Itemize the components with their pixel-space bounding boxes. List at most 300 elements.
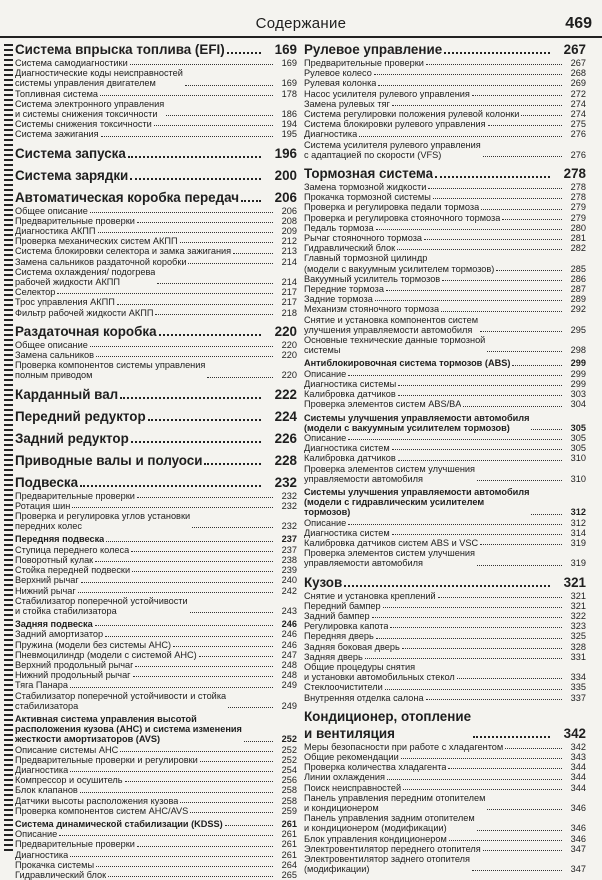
dot-leader (131, 441, 261, 443)
dot-leader (130, 178, 261, 180)
toc-entry (15, 246, 297, 256)
dot-leader (108, 876, 273, 877)
toc-entry (304, 548, 586, 568)
toc-entry-title: Системы снижения токсичности (15, 119, 152, 130)
toc-entry (304, 109, 586, 119)
toc-entry-title: Предварительные проверки (15, 215, 135, 226)
toc-entry-page: 319 (570, 537, 586, 548)
toc-entry (304, 762, 586, 772)
dot-leader (207, 377, 273, 378)
toc-entry-title: Проверка и регулировка стояночного тормоза (304, 212, 501, 223)
toc-entry-page: 342 (570, 741, 586, 752)
dot-leader (463, 406, 562, 407)
toc-entry-title: Линии охлаждения (304, 772, 385, 783)
toc-entry (304, 129, 586, 139)
toc-section-heading (15, 145, 297, 162)
toc-entry-title: Система запуска (15, 145, 126, 161)
toc-entry-title: Рычаг стояночного тормоза (304, 233, 423, 244)
toc-entry (304, 253, 586, 273)
toc-entry-title: Замена рулевых тяг (304, 98, 390, 109)
toc-entry-page: 218 (281, 307, 297, 318)
dot-leader (190, 812, 273, 813)
toc-entry-page: 248 (281, 659, 297, 670)
toc-entry-title: Проверка количества хладагента (304, 762, 447, 773)
dot-leader (359, 136, 562, 137)
toc-entry-page: 299 (570, 358, 586, 369)
toc-entry (304, 389, 586, 399)
toc-entry-page: 249 (281, 680, 297, 691)
dot-leader (401, 758, 562, 759)
toc-entry-page: 237 (281, 544, 297, 555)
toc-entry-page: 220 (281, 339, 297, 350)
toc-entry (15, 860, 297, 870)
toc-entry (15, 629, 297, 639)
toc-entry-page: 322 (570, 610, 586, 621)
toc-entry-title: Задний амортизатор (15, 629, 104, 640)
dot-leader (135, 666, 273, 667)
toc-entry (15, 129, 297, 139)
toc-entry-page: 261 (281, 818, 297, 829)
dot-leader (433, 198, 562, 199)
dot-leader (125, 781, 273, 782)
dot-leader (477, 480, 562, 481)
toc-entry-page: 252 (281, 754, 297, 765)
toc-entry-title: Общее описание (15, 339, 88, 350)
toc-entry (304, 631, 586, 641)
toc-entry-page: 232 (274, 474, 297, 490)
toc-entry (304, 243, 586, 253)
toc-entry-page: 217 (281, 297, 297, 308)
dot-leader (512, 365, 562, 366)
dot-leader (90, 212, 273, 213)
dot-leader (131, 551, 273, 552)
toc-entry (15, 68, 297, 88)
toc-entry (304, 834, 586, 844)
dot-leader (441, 311, 562, 312)
toc-entry (15, 870, 297, 880)
toc-entry (304, 601, 586, 611)
toc-entry-page: 275 (570, 119, 586, 130)
dot-leader (505, 748, 562, 749)
toc-entry-page: 261 (281, 849, 297, 860)
toc-entry-title: Описание (304, 432, 347, 443)
toc-entry-title: Тормозная система (304, 166, 434, 182)
toc-entry-page: 305 (570, 443, 586, 454)
toc-section-heading (15, 386, 297, 403)
toc-entry-page: 314 (570, 527, 586, 538)
toc-entry-page: 279 (570, 202, 586, 213)
dot-leader (96, 356, 273, 357)
toc-entry-title: Передняя дверь (304, 631, 374, 642)
toc-entry-page: 169 (281, 78, 297, 89)
toc-column-left (15, 41, 297, 880)
dot-leader (483, 850, 562, 851)
dot-leader (487, 351, 562, 352)
toc-entry-title: Прокачка тормозной системы (304, 192, 431, 203)
toc-entry-page: 289 (570, 294, 586, 305)
toc-entry-title: Блок управления кондиционером (304, 833, 447, 844)
toc-entry-page: 237 (281, 534, 297, 545)
dot-leader (157, 283, 273, 284)
toc-entry-title: Карданный вал (15, 386, 119, 402)
toc-entry (15, 829, 297, 839)
toc-entry-title: Калибровка датчиков систем ABS и VSC (304, 537, 479, 548)
toc-entry (15, 565, 297, 575)
toc-section-heading (15, 41, 297, 58)
toc-entry-title: Предварительные проверки (15, 490, 135, 501)
toc-entry-title: Передние тормоза (304, 284, 384, 295)
dot-leader (59, 835, 273, 836)
toc-entry-page: 232 (281, 500, 297, 511)
toc-entry-page: 213 (281, 246, 297, 257)
toc-entry (15, 226, 297, 236)
toc-entry-page: 220 (274, 323, 297, 339)
toc-entry-page: 346 (570, 833, 586, 844)
toc-entry-title: Передний бампер (304, 600, 381, 611)
toc-entry-title: Внутренняя отделка салона (304, 692, 424, 703)
toc-entry (304, 284, 586, 294)
toc-entry (15, 99, 297, 119)
dot-leader (98, 232, 273, 233)
toc-entry-title: Диагностика систем (304, 527, 390, 538)
toc-entry-page: 287 (570, 284, 586, 295)
dot-leader (372, 617, 562, 618)
toc-entry-page: 321 (570, 600, 586, 611)
toc-entry-page: 272 (570, 88, 586, 99)
dot-leader (117, 304, 273, 305)
dot-leader (392, 105, 562, 106)
toc-entry-page: 344 (570, 772, 586, 783)
toc-section-heading (304, 487, 586, 518)
dot-leader (173, 646, 273, 647)
dot-leader (397, 249, 562, 250)
dot-leader (442, 280, 562, 281)
toc-entry-title: Проверка и регулировка педали тормоза (304, 202, 480, 213)
toc-entry-page: 321 (563, 574, 586, 590)
toc-entry-title: Прокачка системы (15, 859, 95, 870)
toc-entry-page: 319 (570, 558, 586, 569)
dot-leader (128, 156, 261, 158)
toc-entry (15, 236, 297, 246)
page-number: 469 (565, 15, 592, 32)
toc-entry-title: Проверка компонентов систем AHC/AVS (15, 805, 189, 816)
toc-entry-title: Снятие и установка компонентов систем улучшения управляемости автомобиля (304, 314, 479, 335)
toc-entry-title: Вакуумный усилитель тормозов (304, 273, 441, 284)
toc-entry-page: 217 (281, 287, 297, 298)
toc-entry-title: Описание (304, 517, 347, 528)
toc-entry-page: 328 (570, 641, 586, 652)
toc-entry-title: Замена сальников (15, 350, 94, 361)
dot-leader (228, 707, 273, 708)
toc-entry-page: 261 (281, 829, 297, 840)
toc-entry-page: 238 (281, 554, 297, 565)
toc-entry-page: 285 (570, 263, 586, 274)
toc-entry-title: Диагностика системы (304, 378, 397, 389)
toc-entry-title: Рулевое колесо (304, 68, 372, 79)
dot-leader (137, 222, 273, 223)
toc-entry (304, 89, 586, 99)
dot-leader (481, 209, 562, 210)
toc-entry-page: 274 (570, 98, 586, 109)
toc-entry-page: 325 (570, 631, 586, 642)
toc-entry (304, 752, 586, 762)
dot-leader (426, 64, 562, 65)
toc-entry-title: Задние тормоза (304, 294, 373, 305)
toc-entry-title: Система охлаждения/ подогрева рабочей жидкости АКПП (15, 266, 156, 288)
toc-entry-title: Электровентилятор переднего отопителя (304, 843, 481, 854)
toc-entry-page: 274 (570, 109, 586, 120)
toc-entry-page: 249 (281, 700, 297, 711)
toc-entry (15, 267, 297, 287)
dot-leader (435, 176, 550, 178)
toc-entry-title: Калибровка датчиков (304, 389, 396, 400)
toc-entry-title: Диагностика (304, 129, 358, 140)
dot-leader (403, 789, 562, 790)
toc-entry-page: 323 (570, 621, 586, 632)
toc-entry-page: 169 (281, 58, 297, 68)
dot-leader (402, 648, 562, 649)
toc-entry-title: Проверка элементов систем улучшения управляемости автомобиля (304, 548, 476, 569)
toc-entry-title: Предварительные проверки (15, 839, 135, 850)
toc-entry (304, 433, 586, 443)
toc-entry-page: 268 (570, 68, 586, 79)
toc-entry-title: Система динамической стабилизации (KDSS) (15, 818, 223, 829)
toc-entry-page: 169 (274, 42, 297, 57)
toc-entry-page: 206 (274, 189, 297, 205)
dot-leader (90, 346, 273, 347)
toc-section-heading (15, 819, 297, 829)
dot-leader (502, 219, 562, 220)
toc-entry-title: Диагностика систем (304, 443, 390, 454)
toc-entry (304, 294, 586, 304)
toc-entry (304, 464, 586, 484)
toc-entry-title: Задний редуктор (15, 430, 129, 446)
toc-entry-page: 256 (281, 775, 297, 786)
toc-entry-title: Передний редуктор (15, 408, 146, 424)
toc-entry-title: Ротация шин (15, 500, 71, 511)
dot-leader (233, 253, 273, 254)
dot-leader (472, 95, 562, 96)
dot-leader (137, 497, 273, 498)
toc-column-right (304, 41, 586, 875)
toc-entry (304, 213, 586, 223)
toc-section-heading (15, 323, 297, 340)
toc-entry-title: Кузов (304, 574, 343, 590)
toc-entry-title: Диагностика (15, 849, 69, 860)
toc-entry-page: 344 (570, 762, 586, 773)
toc-entry (15, 660, 297, 670)
toc-entry (304, 662, 586, 682)
dot-leader (80, 792, 273, 793)
toc-entry (304, 233, 586, 243)
dot-leader (449, 840, 562, 841)
toc-entry-page: 178 (281, 88, 297, 99)
toc-section-heading (15, 430, 297, 447)
toc-entry (304, 682, 586, 692)
dot-leader (70, 856, 273, 857)
toc-entry-title: Описание (15, 829, 58, 840)
toc-entry-page: 310 (570, 453, 586, 464)
toc-entry-title: Пневмоцилиндр (модели с системой AHC) (15, 649, 197, 660)
toc-entry (15, 755, 297, 765)
dot-leader (132, 571, 273, 572)
dot-leader (383, 607, 562, 608)
dot-leader (398, 460, 562, 461)
dot-leader (100, 95, 273, 96)
toc-section-heading (304, 358, 586, 368)
toc-entry-page: 194 (281, 119, 297, 130)
toc-entry (304, 335, 586, 355)
toc-entry-title: Диагностические коды неисправностей системы управления двигателем (15, 68, 183, 89)
dot-leader (95, 561, 273, 562)
toc-entry-title: Система зажигания (15, 129, 99, 140)
dot-leader (133, 676, 273, 677)
toc-entry-title: Ступица переднего колеса (15, 544, 130, 555)
toc-entry (304, 399, 586, 409)
dot-leader (521, 115, 562, 116)
toc-entry-page: 281 (570, 233, 586, 244)
dot-leader (72, 507, 273, 508)
toc-entry (15, 58, 297, 68)
toc-entry (15, 745, 297, 755)
toc-entry (15, 640, 297, 650)
toc-entry-title: Системы улучшения управляемости автомобиля (модели с гидравлическим усилителем тормозов) (304, 486, 530, 518)
dot-leader (444, 52, 550, 54)
toc-entry-page: 312 (570, 507, 586, 518)
dot-leader (200, 761, 273, 762)
toc-entry-title: Стабилизатор поперечной устойчивости и стойка стабилизатора (15, 690, 227, 711)
dot-leader (531, 429, 562, 430)
toc-entry-title: Стойка передней подвески (15, 565, 131, 576)
toc-entry-title: Снятие и установка креплений (304, 590, 436, 601)
dot-leader (480, 544, 562, 545)
toc-entry (15, 257, 297, 267)
toc-entry-title: Передняя подвеска (15, 534, 105, 545)
toc-entry-title: Компрессор и осушитель (15, 775, 123, 786)
toc-entry-page: 299 (570, 378, 586, 389)
toc-entry-title: Описание системы AHC (15, 744, 119, 755)
toc-entry-title: Система электронного управления и системы снижения токсичности (15, 98, 165, 120)
toc-entry-page: 196 (274, 145, 297, 161)
toc-entry-page: 305 (570, 422, 586, 433)
toc-entry (304, 379, 586, 389)
dot-leader (159, 334, 261, 336)
toc-entry-title: Гидравлический блок (15, 869, 107, 880)
toc-entry-title: Проверка механических систем АКПП (15, 236, 178, 247)
toc-entry-title: Нижний рычаг (15, 585, 76, 596)
toc-entry-title: Механизм стояночного тормоза (304, 304, 440, 315)
toc-entry (15, 308, 297, 318)
toc-entry (304, 315, 586, 335)
toc-entry-title: Замена тормозной жидкости (304, 182, 427, 193)
toc-entry (15, 650, 297, 660)
toc-entry-title: Общее описание (15, 205, 88, 216)
toc-entry (304, 140, 586, 160)
dot-leader (480, 331, 562, 332)
toc-entry-title: Проверка элементов систем улучшения управляемости автомобиля (304, 463, 476, 484)
toc-entry-page: 331 (570, 651, 586, 662)
toc-entry (15, 586, 297, 596)
toc-entry (304, 538, 586, 548)
toc-entry-page: 259 (281, 805, 297, 816)
toc-section-heading (15, 452, 297, 469)
dot-leader (365, 658, 562, 659)
toc-entry-title: Приводные валы и полуоси (15, 452, 203, 468)
dot-leader (70, 687, 273, 688)
dot-leader (120, 751, 273, 752)
toc-entry-page: 252 (281, 734, 297, 745)
toc-entry (304, 223, 586, 233)
toc-entry-title: Подвеска (15, 474, 79, 490)
toc-entry-title: Стабилизатор поперечной устойчивости и стойка стабилизатора (15, 595, 188, 616)
toc-entry (304, 119, 586, 129)
toc-entry-title: Раздаточная коробка (15, 323, 157, 339)
toc-entry (15, 806, 297, 816)
toc-entry-page: 342 (563, 725, 586, 741)
toc-entry-title: Поворотный кулак (15, 554, 94, 565)
toc-entry-page: 232 (281, 490, 297, 501)
toc-section-heading (15, 189, 297, 206)
toc-entry-page: 200 (274, 167, 297, 183)
toc-entry-title: Кондиционер, отопление и вентиляция (304, 708, 472, 741)
toc-entry (15, 785, 297, 795)
toc-entry-title: Электровентилятор заднего отопителя (модификации) (304, 854, 470, 875)
toc-entry (15, 216, 297, 226)
toc-entry-title: Топливная система (15, 88, 99, 99)
toc-entry-page: 232 (281, 521, 297, 532)
toc-entry-page: 243 (281, 605, 297, 616)
toc-entry-title: Система усилителя рулевого управления с адаптацией по скорости (VFS) (304, 139, 481, 160)
toc-entry-page: 226 (274, 430, 297, 446)
toc-entry-page: 246 (281, 639, 297, 650)
toc-entry-page: 224 (274, 408, 297, 424)
dot-leader (376, 229, 562, 230)
toc-entry-page: 346 (570, 803, 586, 813)
toc-entry-page: 242 (281, 585, 297, 596)
toc-entry-page: 239 (281, 565, 297, 576)
toc-entry-title: Активная система управления высотой расположения кузова (AHC) и система изменения жесткости амортизаторов (AVS) (15, 713, 242, 745)
toc-entry (304, 78, 586, 88)
toc-entry-page: 206 (281, 205, 297, 216)
toc-entry-page: 240 (281, 575, 297, 586)
toc-entry (304, 68, 586, 78)
toc-entry-title: Описание (304, 368, 347, 379)
toc-entry-page: 282 (570, 243, 586, 254)
toc-entry-title: Поиск неисправностей (304, 782, 402, 793)
toc-entry (304, 453, 586, 463)
toc-entry-title: Главный тормозной цилиндр (модели с вакуумным усилителем тормозов) (304, 253, 495, 274)
toc-entry-title: Педаль тормоза (304, 222, 374, 233)
toc-entry-page: 344 (570, 782, 586, 793)
toc-entry-title: Система регулировки положения рулевой колонки (304, 109, 520, 120)
dot-leader (488, 125, 562, 126)
dot-leader (392, 449, 562, 450)
dot-leader (241, 200, 261, 202)
toc-entry-title: Система самодиагностики (15, 58, 128, 68)
toc-entry-title: Рулевая колонка (304, 78, 377, 89)
toc-entry-page: 303 (570, 389, 586, 400)
toc-entry-title: Верхний продольный рычаг (15, 659, 134, 670)
toc-section-heading (304, 413, 586, 433)
dot-leader (348, 375, 562, 376)
toc-section-heading (15, 408, 297, 425)
dot-leader (428, 188, 562, 189)
toc-entry (15, 350, 297, 360)
toc-entry-page: 246 (281, 629, 297, 640)
toc-entry (304, 202, 586, 212)
dot-leader (344, 585, 550, 587)
dot-leader (438, 597, 562, 598)
